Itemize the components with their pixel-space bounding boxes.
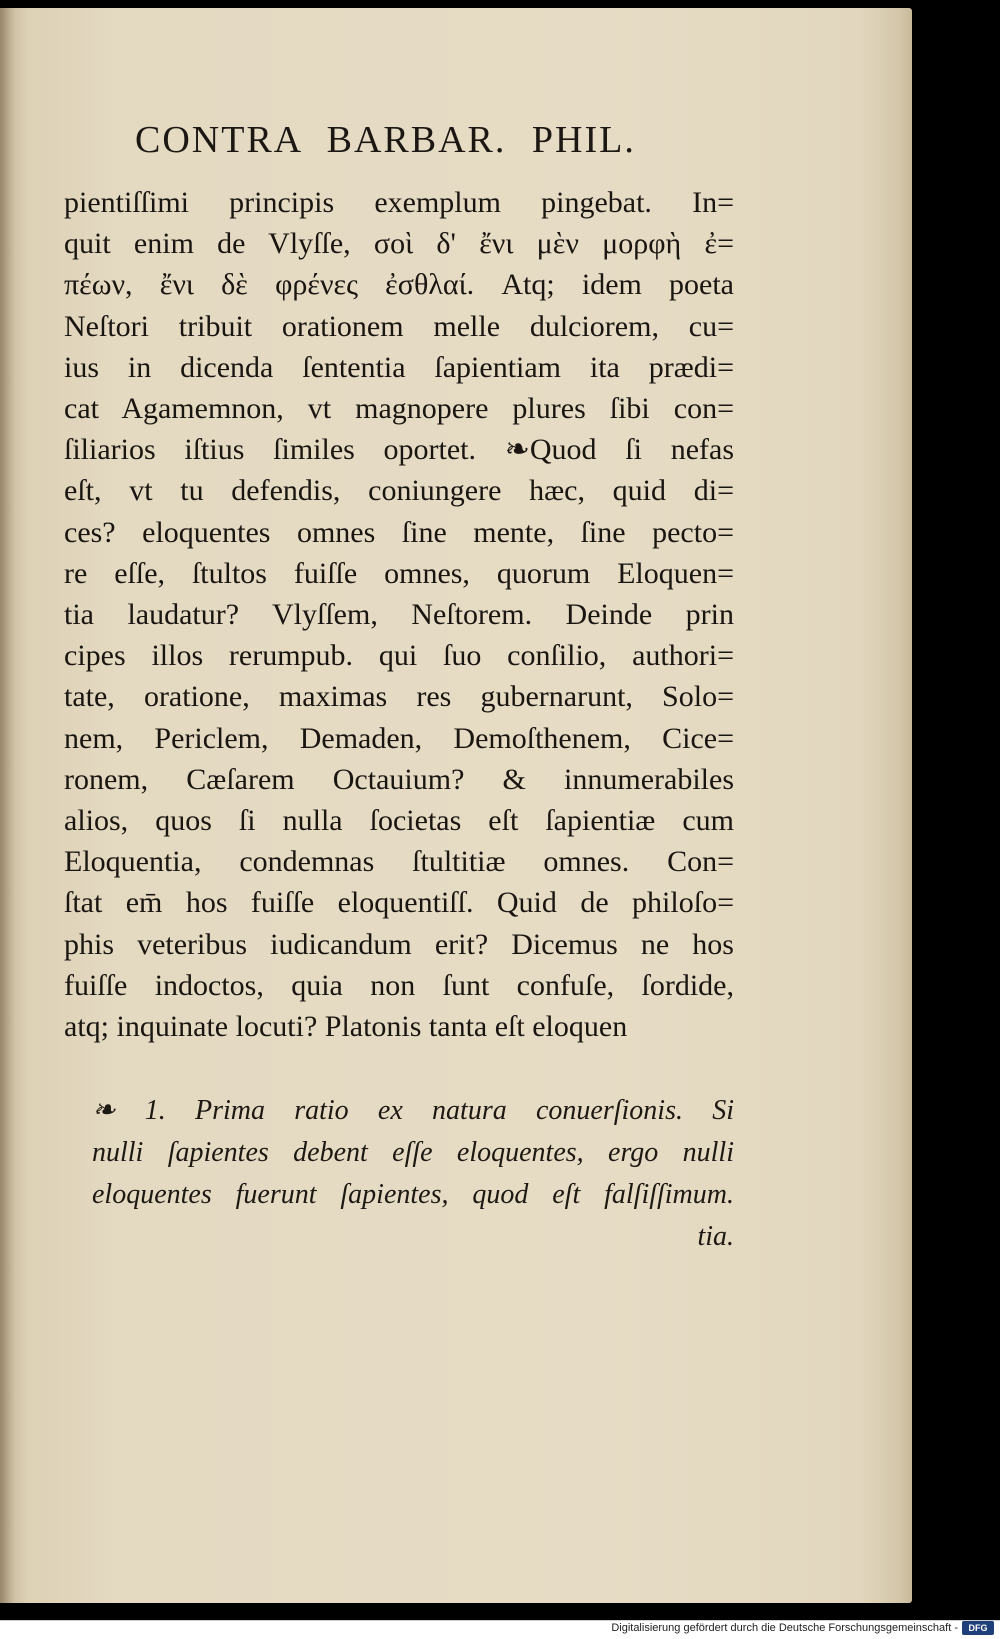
running-head: CONTRA BARBAR. PHIL.: [135, 119, 636, 161]
text-line: fuiſſe indoctos, quia non ſunt confuſe, ſordide,: [64, 968, 734, 1002]
text-line: re eſſe, ſtultos fuiſſe omnes, quorum Eloquen=: [64, 556, 734, 590]
text-line: cipes illos rerumpub. qui ſuo conſilio, authori=: [64, 639, 734, 673]
text-line: tate, oratione, maximas res gubernarunt, Solo=: [64, 680, 734, 714]
text-line: cat Agamemnon, vt magnopere plures ſibi con=: [64, 392, 734, 426]
text-line: Eloquentia, condemnas ſtultitiæ omnes. Con=: [64, 845, 734, 879]
footer-credit: Digitalisierung gefördert durch die Deutsche Forschungsgemeinschaft -: [611, 1622, 958, 1634]
marginal-note: [92, 1090, 734, 1258]
note-line: nulli ſapientes debent eſſe eloquentes, ergo nulli: [92, 1137, 734, 1168]
catchword: tia.: [697, 1221, 734, 1252]
text-line: ces? eloquentes omnes ſine mente, ſine pecto=: [64, 515, 734, 549]
text-line: ius in dicenda ſententia ſapientiam ita prædi=: [64, 350, 734, 384]
text-line: tia laudatur? Vlyſſem, Neſtorem. Deinde prin: [64, 598, 734, 632]
text-line: πέων, ἔνι δὲ φρένες ἐσθλαί. Atq; idem poeta: [64, 268, 734, 302]
text-line: ſiliarios iſtius ſimiles oportet. ❧Quod ſi nefas: [64, 433, 734, 467]
text-line: quit enim de Vlyſſe, σοὶ δ' ἔνι μὲν μορφὴ ἐ=: [64, 227, 734, 261]
text-line: eſt, vt tu defendis, coniungere hæc, quid di=: [64, 474, 734, 508]
main-text-block: [64, 182, 734, 1047]
text-line: ſtat em̄ hos fuiſſe eloquentiſſ. Quid de philoſo=: [64, 886, 734, 920]
text-line: Neſtori tribuit orationem melle dulciorem, cu=: [64, 309, 734, 343]
note-line: ❧ 1. Prima ratio ex natura conuerſionis. Si: [92, 1095, 734, 1126]
note-line: eloquentes fuerunt ſapientes, quod eſt falſiſſimum.: [92, 1179, 734, 1210]
text-line: ronem, Cæſarem Octauium? & innumerabiles: [64, 762, 734, 796]
dfg-logo: DFG: [962, 1621, 994, 1635]
text-line: atq; inquinate locuti? Platonis tanta eſt eloquen: [64, 1010, 628, 1044]
text-line: nem, Periclem, Demaden, Demoſthenem, Cice=: [64, 721, 734, 755]
text-line: pientiſſimi principis exemplum pingebat. In=: [64, 186, 734, 219]
text-line: phis veteribus iudicandum erit? Dicemus ne hos: [64, 927, 734, 961]
text-line: alios, quos ſi nulla ſocietas eſt ſapientiæ cum: [64, 804, 734, 838]
page-gutter-shadow: [0, 8, 14, 1603]
